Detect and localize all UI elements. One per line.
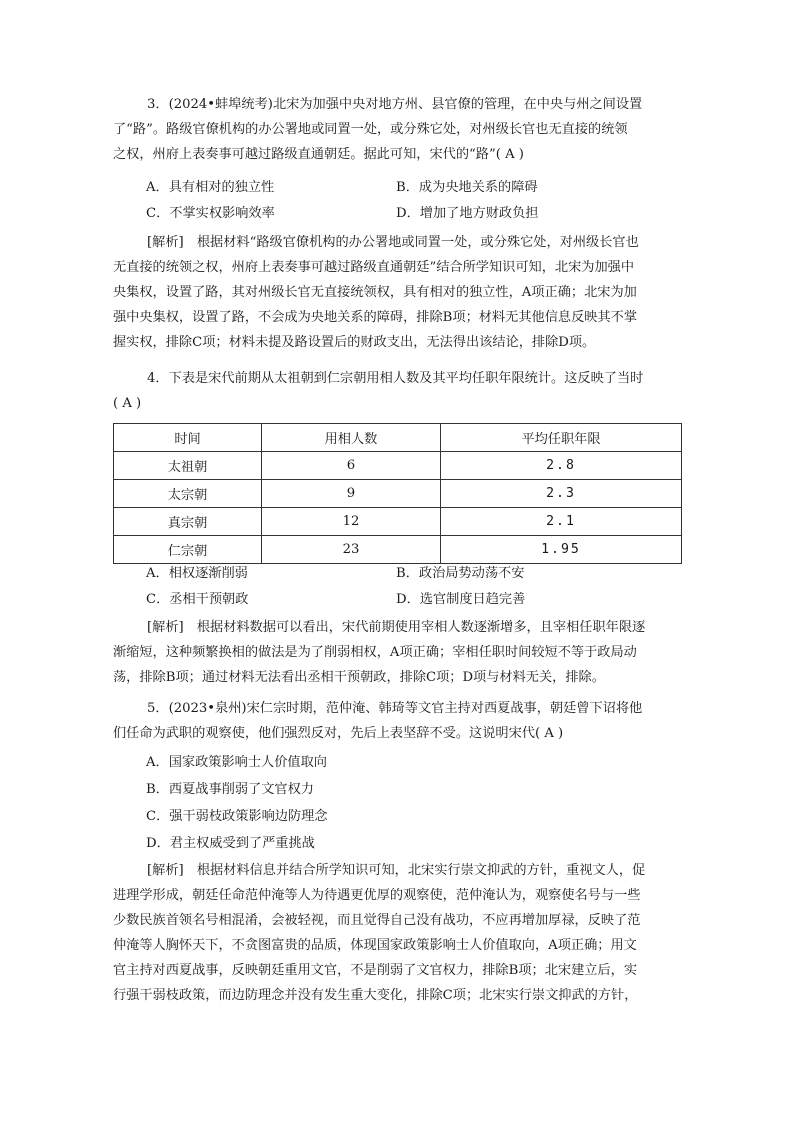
table-cell: 2.3 <box>441 480 682 508</box>
analysis-line: [解析] 根据材料“路级官僚机构的办公署地或同置一处，或分殊它处，对州级长官也 <box>147 235 639 250</box>
analysis-line: 行强干弱枝政策，而边防理念并没有发生重大变化，排除C项；北宋实行崇文抑武的方针， <box>113 988 638 1003</box>
question-4-option-c: C．丞相干预朝政 <box>146 592 249 607</box>
question-4-analysis <box>113 615 683 690</box>
question-5-option-d: D．君主权威受到了严重挑战 <box>146 836 315 851</box>
question-5-line: 们任命为武职的观察使，他们强烈反对，先后上表坚辞不受。这说明宋代( A ) <box>113 726 564 741</box>
question-5-line: 5．(2023•泉州)宋仁宗时期，范仲淹、韩琦等文官主持对西夏战事，朝廷曾下诏将他 <box>147 701 643 716</box>
question-4-stem <box>113 366 683 416</box>
question-3-line: 之权，州府上表奏事可越过路级直通朝廷。据此可知，宋代的“路”( A ) <box>113 147 524 162</box>
table-row <box>114 508 682 536</box>
question-3-option-c: C．不掌实权影响效率 <box>146 206 275 221</box>
analysis-line: 无直接的统领之权，州府上表奏事可越过路级直通朝廷”结合所学知识可知，北宋为加强中 <box>113 260 635 275</box>
table-header-tenure: 平均任职年限 <box>441 424 682 452</box>
table-header-count: 用相人数 <box>262 424 441 452</box>
table-cell: 2.1 <box>441 508 682 536</box>
table-cell: 9 <box>262 480 441 508</box>
analysis-line: 仲淹等人胸怀天下，不贪图富贵的品质，体现国家政策影响士人价值取向，A项正确；用文 <box>113 938 637 953</box>
analysis-line: 少数民族首领名号相混淆，会被轻视，而且觉得自己没有战功，不应再增加厚禄，反映了范 <box>113 913 641 928</box>
table-cell: 23 <box>262 536 441 564</box>
table-cell: 真宗朝 <box>114 508 262 536</box>
analysis-line: 央集权，设置了路，其对州级长官无直接统领权，具有相对的独立性，A项正确；北宋为加 <box>113 285 637 300</box>
analysis-line: [解析] 根据材料数据可以看出，宋代前期使用宰相人数逐渐增多，且宰相任职年限逐 <box>147 620 646 635</box>
question-3-analysis <box>113 230 683 355</box>
question-3-line: 了“路”。路级官僚机构的办公署地或同置一处，或分殊它处，对州级长官也无直接的统领 <box>113 122 628 137</box>
question-3-option-a: A．具有相对的独立性 <box>146 180 275 195</box>
analysis-line: 官主持对西夏战事，反映朝廷重用文官，不是削弱了文官权力，排除B项；北宋建立后，实 <box>113 963 637 978</box>
analysis-line: 渐缩短，这种频繁换相的做法是为了削弱相权，A项正确；宰相任职时间较短不等于政局动 <box>113 645 637 660</box>
question-4-line: ( A ) <box>113 396 142 411</box>
question-4-line: 4．下表是宋代前期从太祖朝到仁宗朝用相人数及其平均任职年限统计。这反映了当时 <box>147 371 644 386</box>
question-3-stem <box>113 92 683 167</box>
analysis-line: 进理学形成，朝廷任命范仲淹等人为待遇更优厚的观察使，范仲淹认为，观察使名号与一些 <box>113 888 641 903</box>
analysis-line: [解析] 根据材料信息并结合所学知识可知，北宋实行崇文抑武的方针，重视文人，促 <box>147 863 646 878</box>
question-3-option-b: B．成为央地关系的障碍 <box>396 180 538 195</box>
question-4-option-a: A．相权逐渐削弱 <box>146 566 248 581</box>
analysis-line: 荡，排除B项；通过材料无法看出丞相干预朝政，排除C项；D项与材料无关，排除。 <box>113 670 605 685</box>
question-5-analysis <box>113 858 683 1008</box>
question-4-option-d: D．选官制度日趋完善 <box>396 592 526 607</box>
question-5-option-b: B．西夏战事削弱了文官权力 <box>146 782 314 797</box>
table-header-time: 时间 <box>114 424 262 452</box>
table-cell: 太祖朝 <box>114 452 262 480</box>
table-header-row <box>114 424 682 452</box>
question-3-line: 3．(2024•蚌埠统考)北宋为加强中央对地方州、县官僚的管理，在中央与州之间设置 <box>147 97 643 112</box>
question-4-option-b: B．政治局势动荡不安 <box>396 566 525 581</box>
table-cell: 1.95 <box>441 536 682 564</box>
table-cell: 12 <box>262 508 441 536</box>
table-cell: 2.8 <box>441 452 682 480</box>
question-5-stem <box>113 696 683 746</box>
statistics-table <box>113 423 682 564</box>
question-5-option-c: C．强干弱枝政策影响边防理念 <box>146 809 328 824</box>
analysis-line: 握实权，排除C项；材料未提及路设置后的财政支出，无法得出该结论，排除D项。 <box>113 335 596 350</box>
question-3-option-d: D．增加了地方财政负担 <box>396 206 539 221</box>
table-row <box>114 452 682 480</box>
question-5-option-a: A．国家政策影响士人价值取向 <box>146 755 327 770</box>
table-row <box>114 536 682 564</box>
table-row <box>114 480 682 508</box>
table-cell: 6 <box>262 452 441 480</box>
analysis-line: 强中央集权，设置了路，不会成为央地关系的障碍，排除B项；材料无其他信息反映其不掌 <box>113 310 637 325</box>
table-cell: 仁宗朝 <box>114 536 262 564</box>
table-cell: 太宗朝 <box>114 480 262 508</box>
